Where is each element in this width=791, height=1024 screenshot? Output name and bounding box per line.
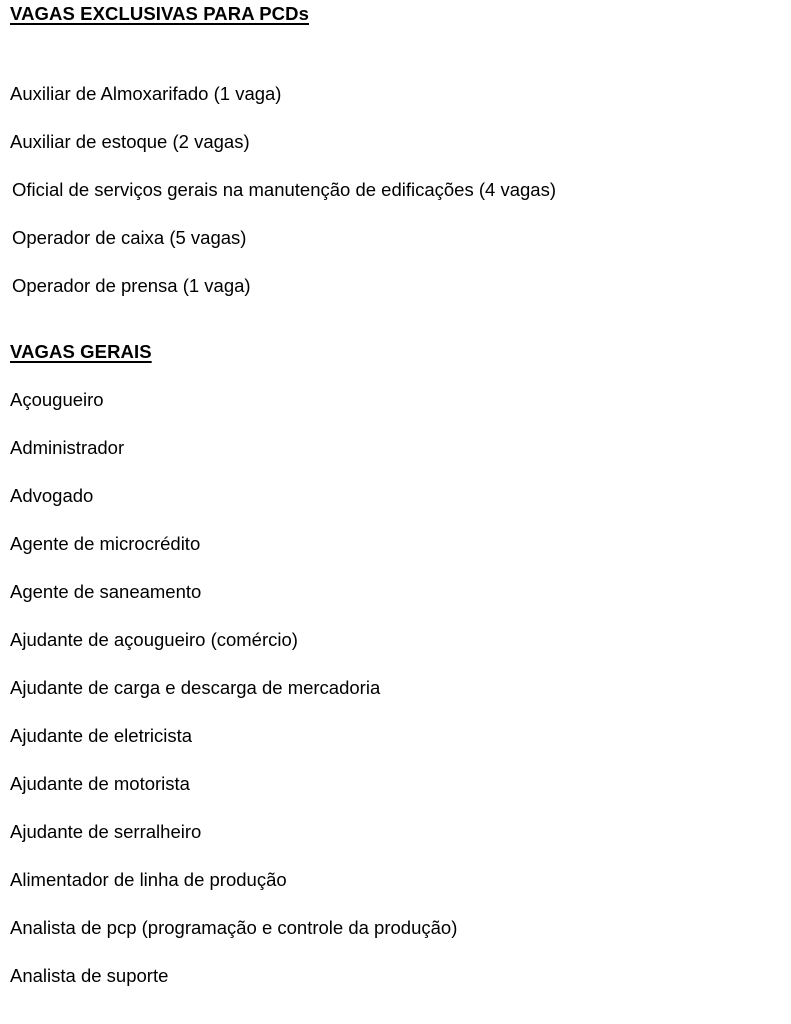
section-heading-pcd [10,5,309,24]
job-list-item: Ajudante de carga e descarga de mercadoria [10,677,381,698]
job-list-item: Ajudante de açougueiro (comércio) [10,629,298,650]
job-list-item: Analista de suporte [10,965,169,986]
job-list-item: Ajudante de serralheiro [10,821,202,842]
job-list-gerais [10,391,457,1015]
job-list-item: Operador de caixa (5 vagas) [12,227,247,248]
section-heading-gerais-text: VAGAS GERAIS [10,341,152,362]
job-list-item: Açougueiro [10,389,104,410]
section-heading-pcd-text: VAGAS EXCLUSIVAS PARA PCDs [10,3,309,24]
job-list-item: Ajudante de motorista [10,773,190,794]
job-list-item: Operador de prensa (1 vaga) [12,275,251,296]
job-list-item: Agente de saneamento [10,581,202,602]
job-list-item: Analista de pcp (programação e controle da produção) [10,917,458,938]
job-list-item: Oficial de serviços gerais na manutenção de edificações (4 vagas) [12,179,556,200]
job-list-item: Auxiliar de Almoxarifado (1 vaga) [10,83,282,104]
job-list-item: Advogado [10,485,94,506]
job-list-item: Agente de microcrédito [10,533,201,554]
job-list-item: Administrador [10,437,125,458]
job-list-item: Alimentador de linha de produção [10,869,287,890]
job-list-item: Auxiliar de estoque (2 vagas) [10,131,250,152]
job-list-item: Ajudante de eletricista [10,725,193,746]
section-heading-gerais [10,343,152,362]
job-list-pcd [10,85,556,325]
